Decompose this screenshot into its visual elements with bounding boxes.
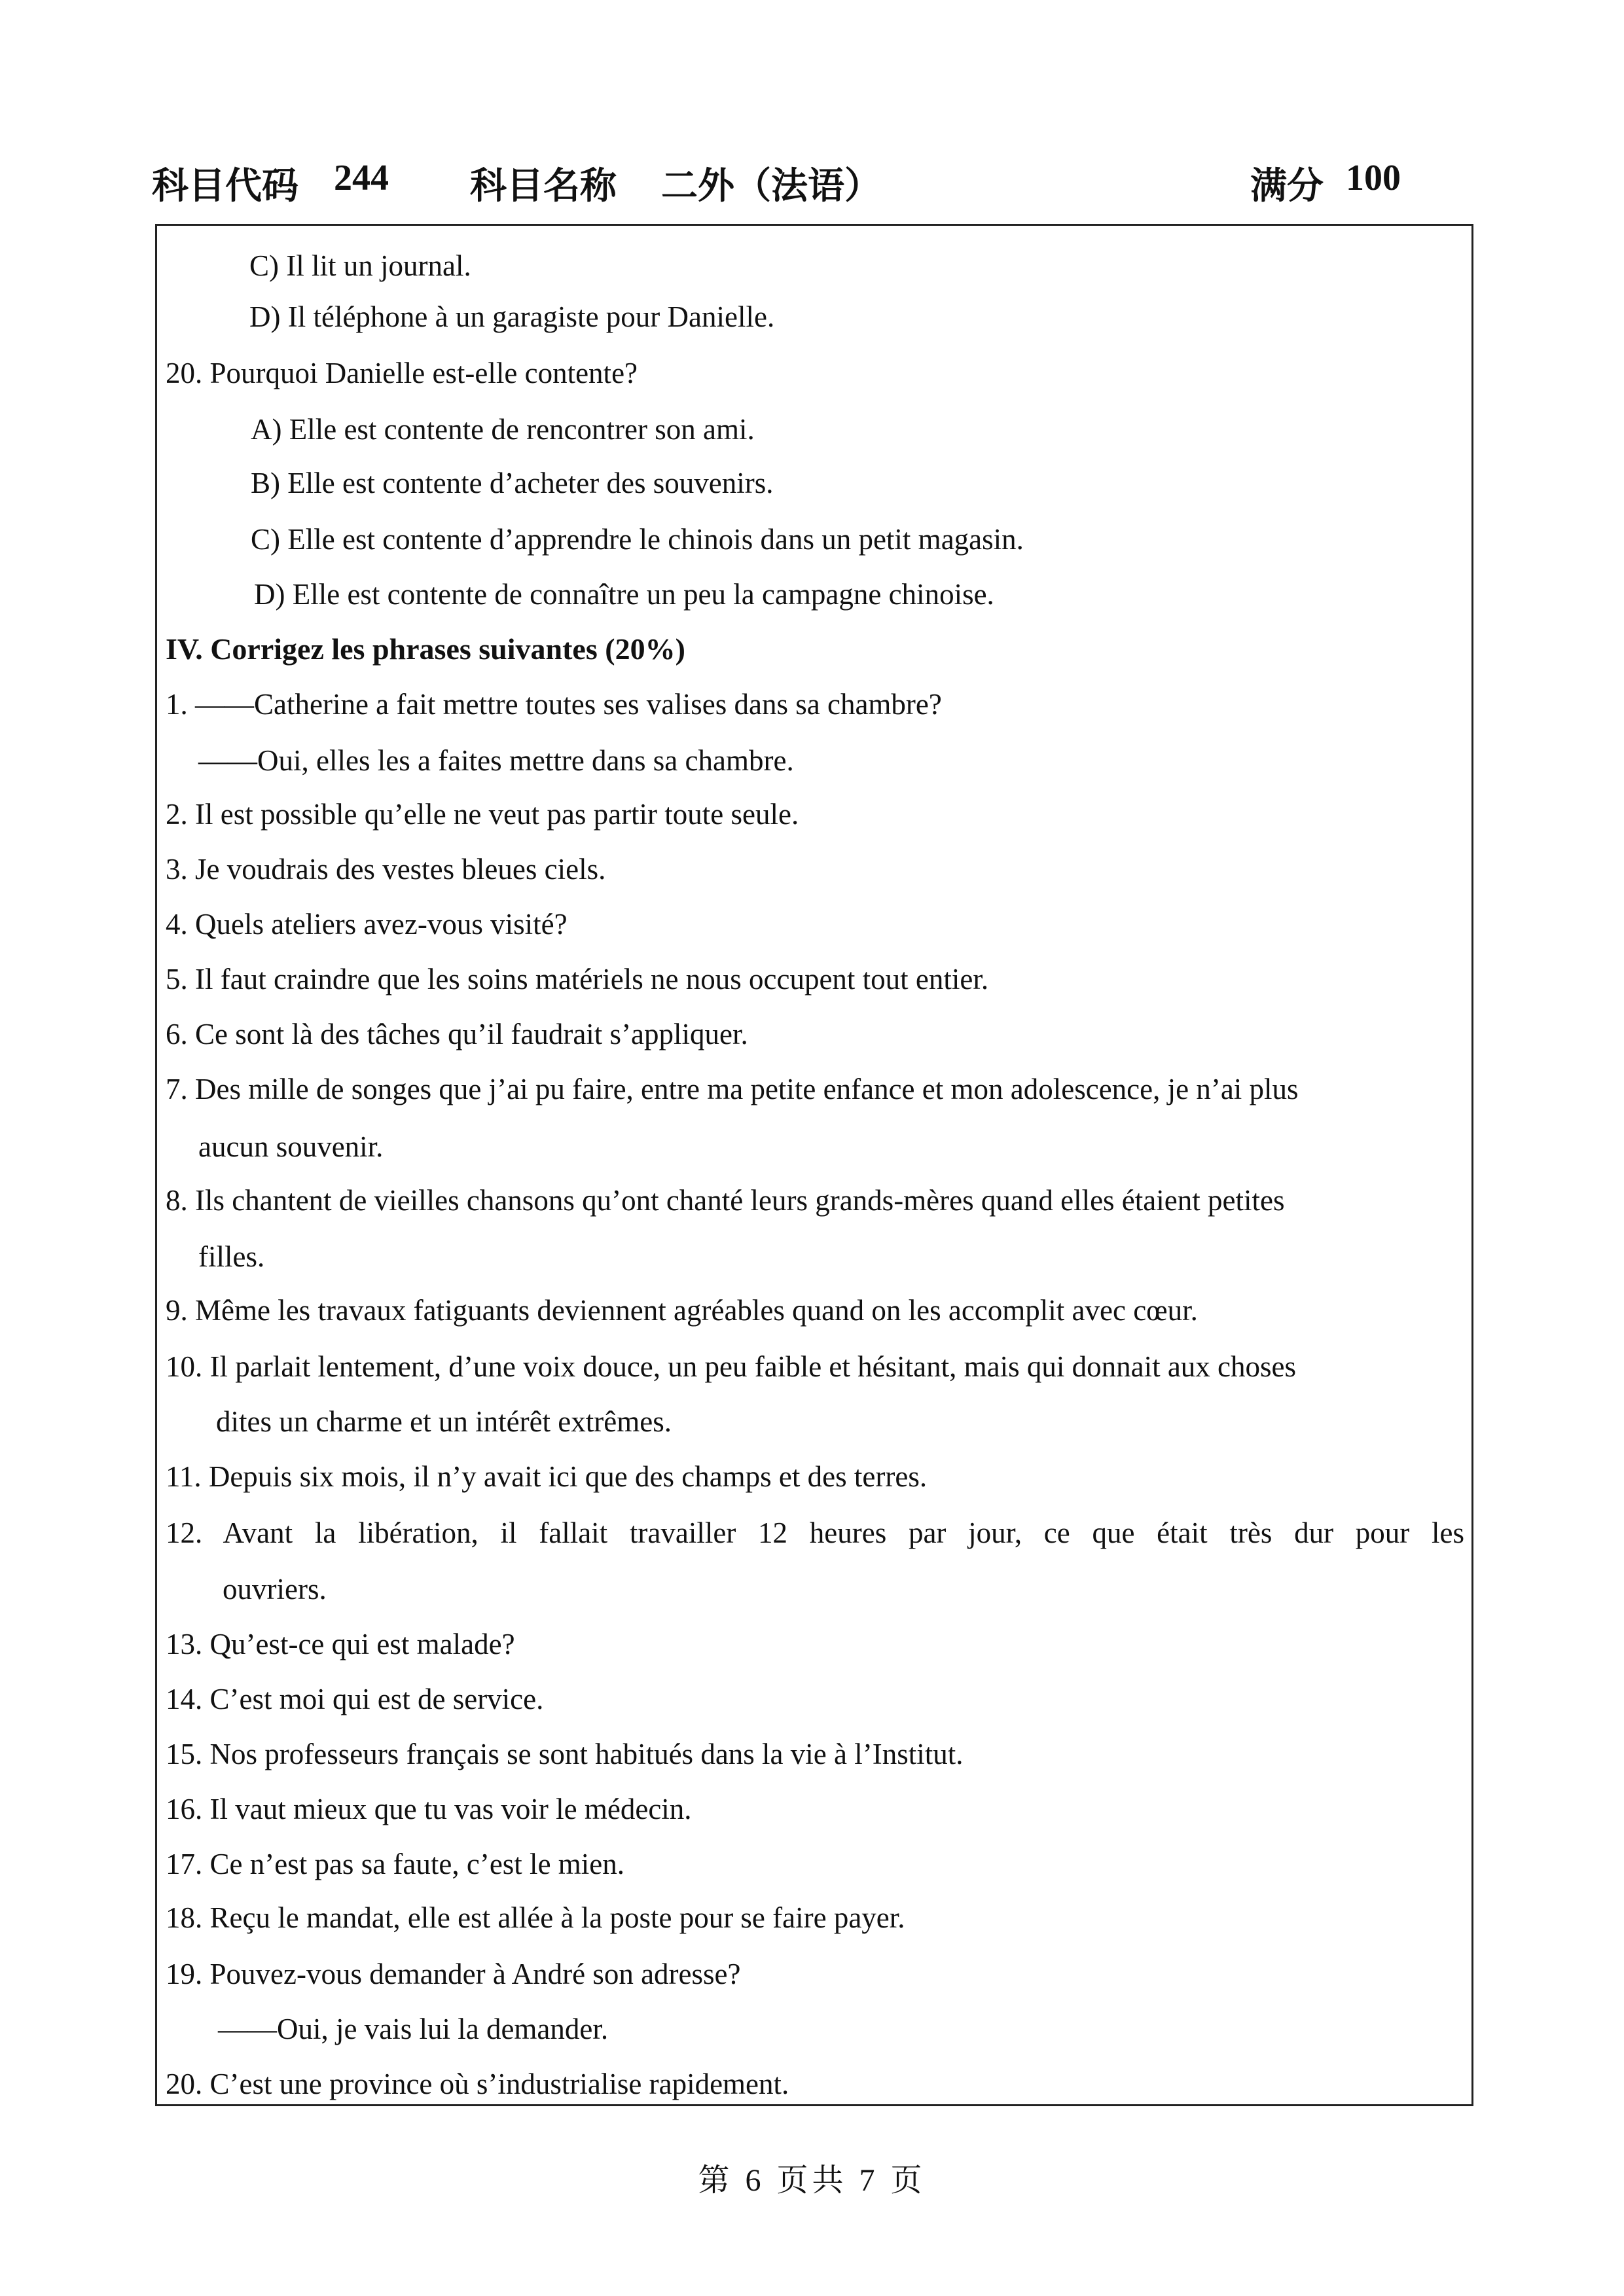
q20-option-d: D) Elle est contente de connaître un peu la campagne chinoise. [254,578,994,611]
correction-18: 18. Reçu le mandat, elle est allée à la poste pour se faire payer. [166,1901,905,1934]
correction-8-line-1: 8. Ils chantent de vieilles chansons qu’ont chanté leurs grands-mères quand elles étaient petites [166,1184,1285,1217]
q20-option-b: B) Elle est contente d’acheter des souvenirs. [251,467,774,499]
full-score-value: 100 [1346,158,1401,198]
full-score-label: 满分 [1250,166,1324,207]
exam-header [0,157,1624,216]
correction-19-answer: ——Oui, je vais lui la demander. [218,2013,609,2045]
correction-1-question: 1. ——Catherine a fait mettre toutes ses valises dans sa chambre? [166,688,942,721]
subject-name-value: 二外（法语） [661,166,881,207]
correction-14: 14. C’est moi qui est de service. [166,1683,544,1715]
correction-7-line-2: aucun souvenir. [198,1130,384,1163]
correction-11: 11. Depuis six mois, il n’y avait ici que des champs et des terres. [166,1460,928,1493]
correction-8-line-2: filles. [198,1240,265,1273]
correction-16: 16. Il vaut mieux que tu vas voir le médecin. [166,1793,692,1825]
correction-13: 13. Qu’est-ce qui est malade? [166,1628,515,1660]
correction-17: 17. Ce n’est pas sa faute, c’est le mien. [166,1848,625,1880]
q20-question: 20. Pourquoi Danielle est-elle contente? [166,357,638,389]
correction-4: 4. Quels ateliers avez-vous visité? [166,908,568,941]
correction-7-line-1: 7. Des mille de songes que j’ai pu faire, entre ma petite enfance et mon adolescence, je n’ai plus [166,1073,1299,1105]
correction-20: 20. C’est une province où s’industrialise rapidement. [166,2068,789,2100]
correction-1-answer: ——Oui, elles les a faites mettre dans sa chambre. [198,744,794,777]
page-number: 第 6 页共 7 页 [698,2163,926,2198]
correction-12-line-2: ouvriers. [223,1573,327,1605]
correction-5: 5. Il faut craindre que les soins matériels ne nous occupent tout entier. [166,963,989,996]
correction-6: 6. Ce sont là des tâches qu’il faudrait s’appliquer. [166,1018,748,1050]
section-title: IV. Corrigez les phrases suivantes (20%) [166,632,685,666]
correction-10-line-1: 10. Il parlait lentement, d’une voix douce, un peu faible et hésitant, mais qui donnait aux choses [166,1350,1297,1383]
subject-code-label: 科目代码 [152,166,298,207]
correction-3: 3. Je voudrais des vestes bleues ciels. [166,853,606,886]
correction-15: 15. Nos professeurs français se sont habitués dans la vie à l’Institut. [166,1738,964,1770]
q20-option-c: C) Elle est contente d’apprendre le chinois dans un petit magasin. [251,523,1024,556]
q20-option-a: A) Elle est contente de rencontrer son ami. [251,413,755,446]
q19-option-c: C) Il lit un journal. [249,249,471,282]
q19-option-d: D) Il téléphone à un garagiste pour Danielle. [249,300,775,333]
correction-19-question: 19. Pouvez-vous demander à André son adresse? [166,1958,741,1990]
subject-code-value: 244 [334,158,389,198]
correction-2: 2. Il est possible qu’elle ne veut pas partir toute seule. [166,798,799,831]
correction-10-line-2: dites un charme et un intérêt extrêmes. [216,1405,672,1438]
correction-12-line-1: 12. Avant la libération, il fallait travailler 12 heures par jour, ce que était très dur pour les [166,1516,1464,1549]
correction-9: 9. Même les travaux fatiguants deviennent agréables quand on les accomplit avec cœur. [166,1294,1198,1327]
subject-name-label: 科目名称 [470,166,617,207]
